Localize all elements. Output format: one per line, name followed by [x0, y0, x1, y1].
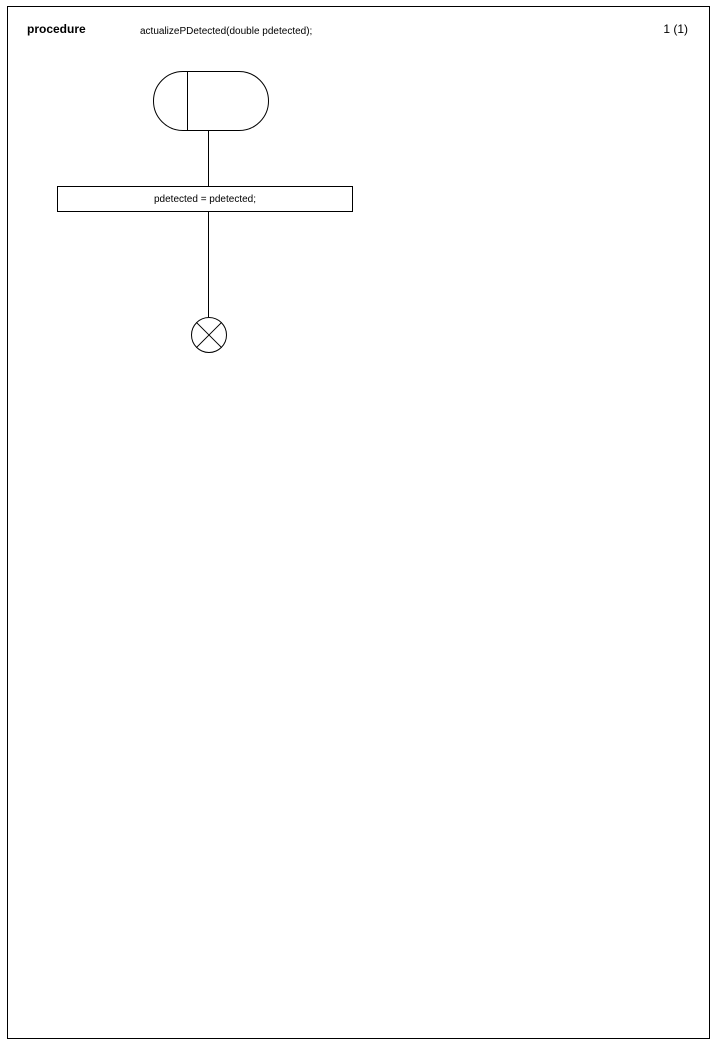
header-kind-label: procedure — [27, 22, 86, 36]
edge-start-to-statement — [208, 131, 209, 186]
header-procedure-signature: actualizePDetected(double pdetected); — [140, 26, 313, 37]
cross-icon — [191, 317, 227, 353]
edge-statement-to-end — [208, 212, 209, 317]
end-node[interactable] — [191, 317, 227, 353]
assignment-statement-box[interactable] — [57, 186, 353, 212]
start-node[interactable] — [153, 71, 269, 131]
start-node-divider — [187, 71, 188, 131]
start-node-shape — [153, 71, 269, 131]
flowchart-canvas — [8, 7, 711, 1040]
page-sheet — [7, 6, 710, 1039]
header-page-number: 1 (1) — [663, 22, 688, 36]
assignment-statement-text: pdetected = pdetected; — [153, 193, 257, 205]
